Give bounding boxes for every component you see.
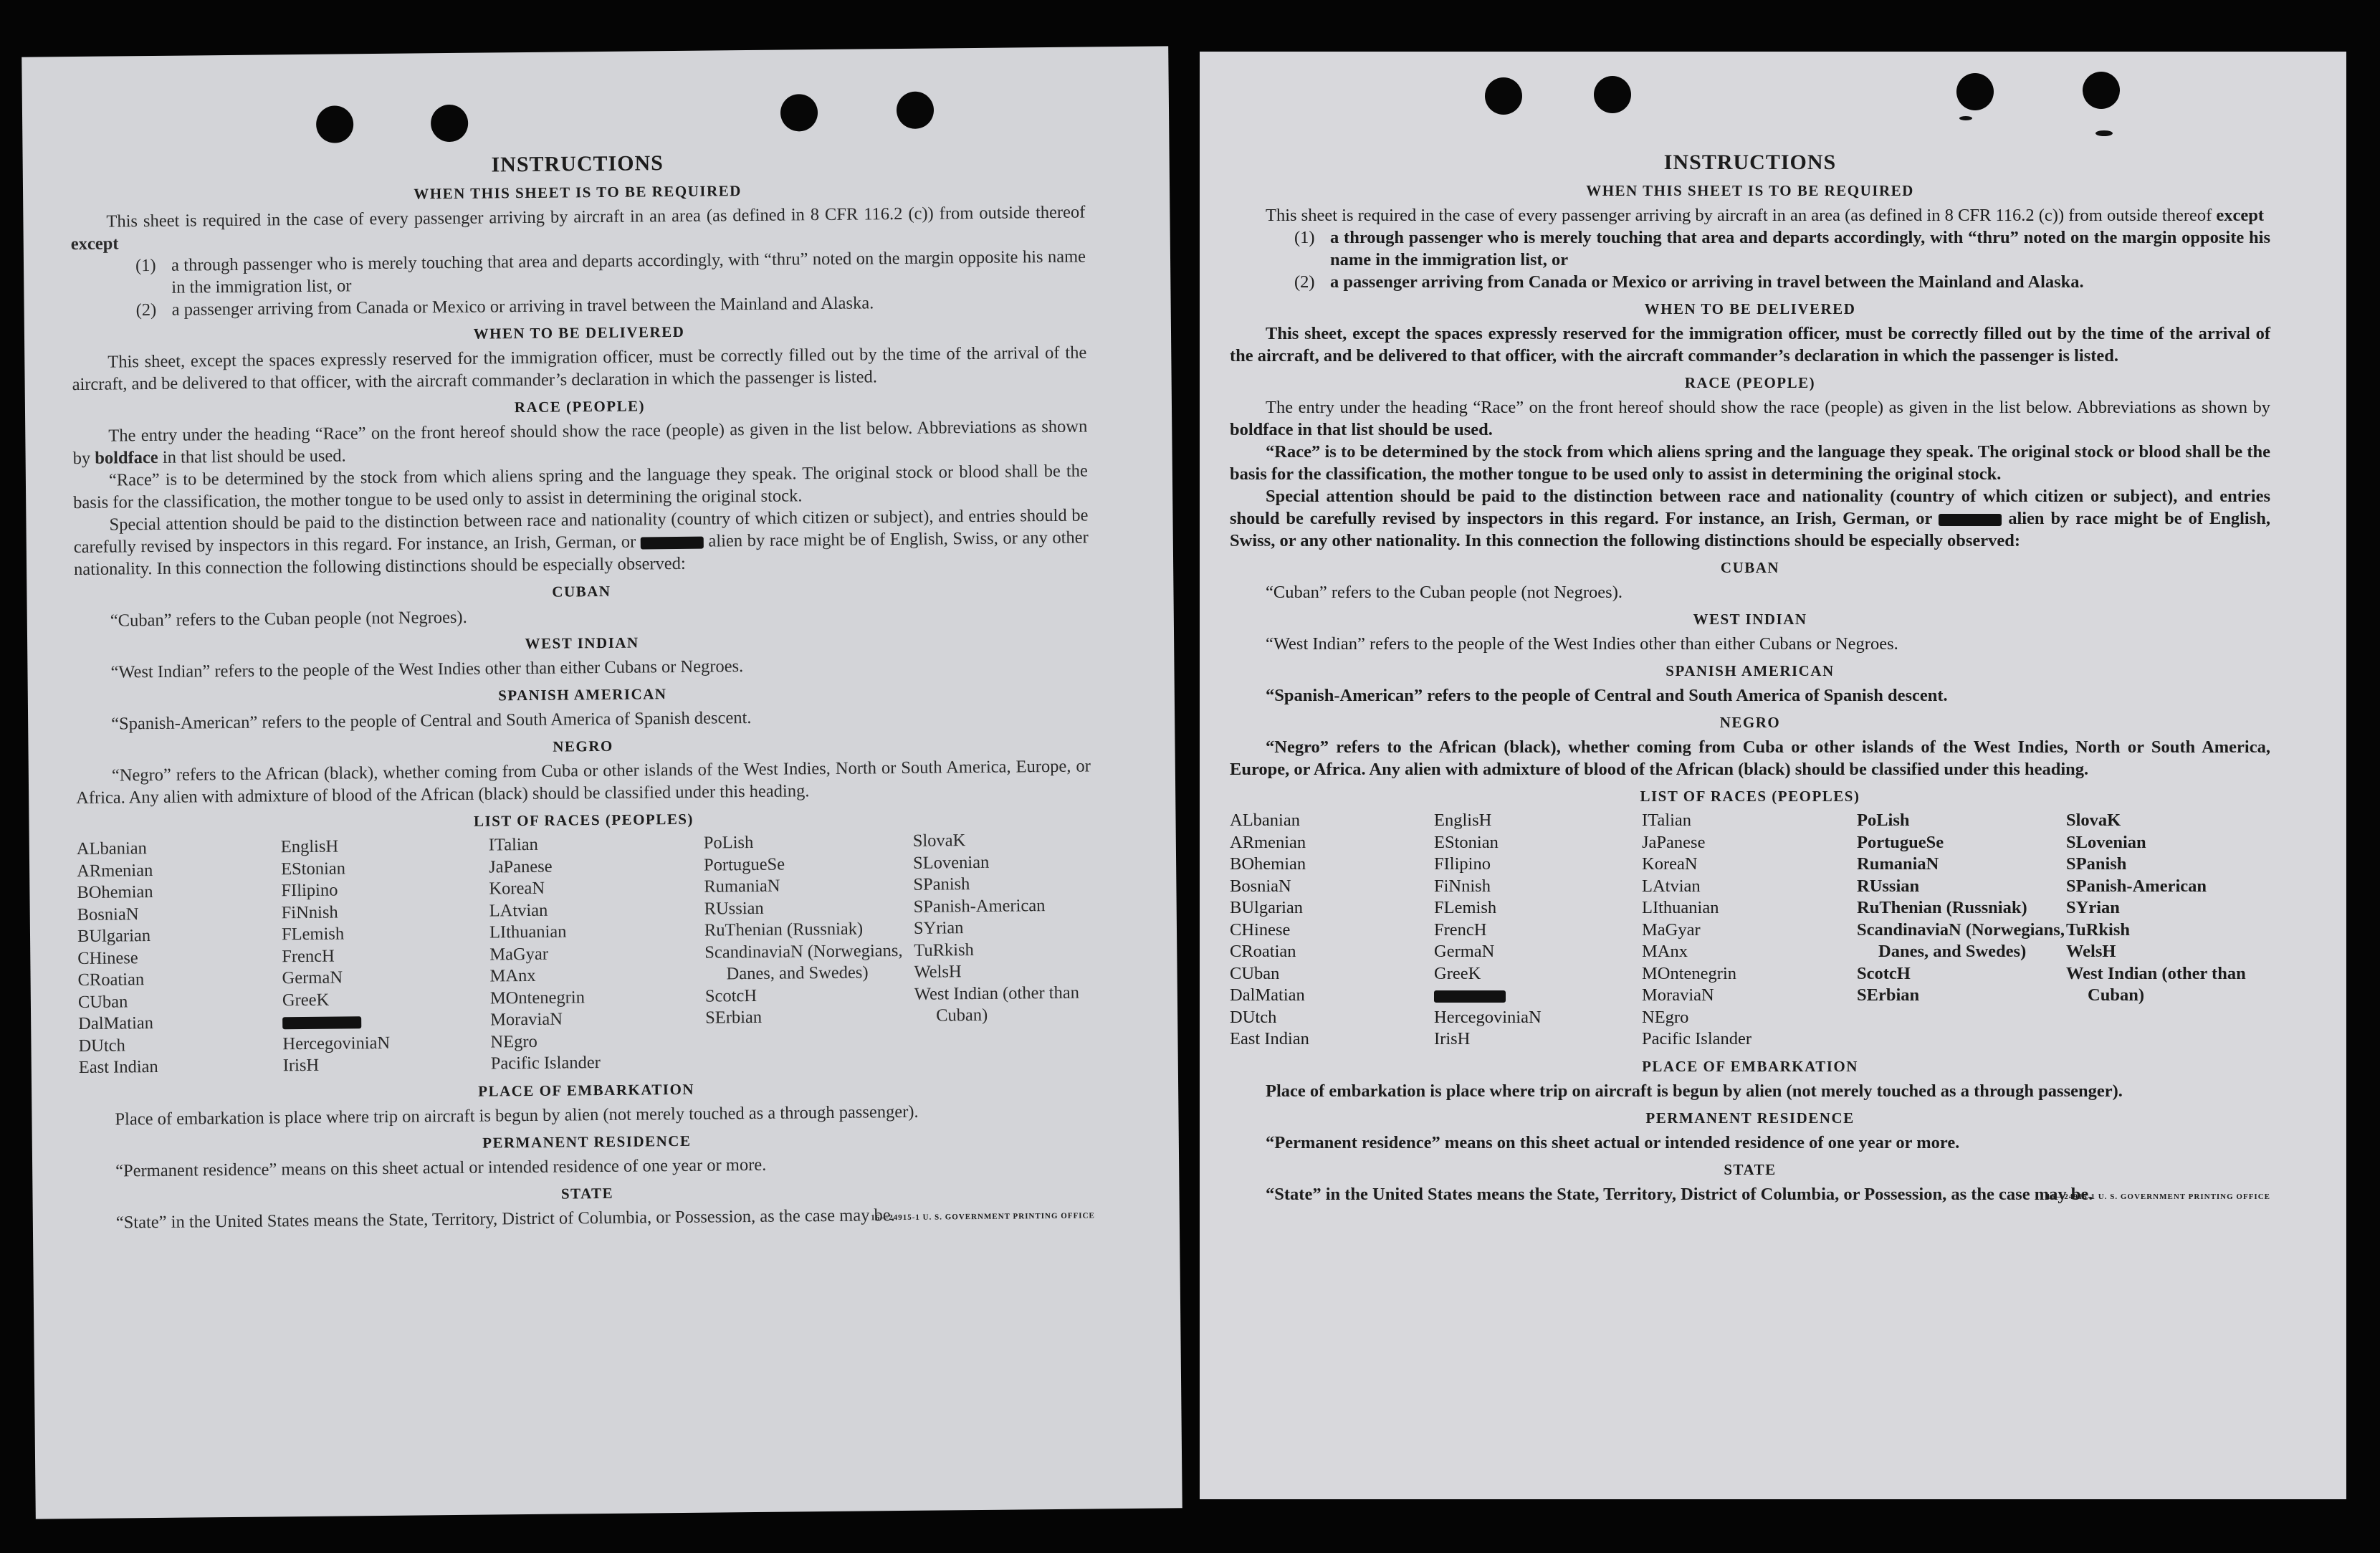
race-entry: PoLish [703, 832, 754, 853]
paragraph: “Negro” refers to the African (black), whether coming from Cuba or other islands of the West Indies, North or South America, Europe, or Africa. Any alien with admixture of blood of the African (black) should be classified under this heading. [1230, 737, 2270, 779]
paragraph: This sheet is required in the case of every passenger arriving by aircraft in an area (as defined in 8 CFR 116.2 (c)) from outside thereof except [1266, 206, 2265, 225]
race-entry: LAtvian [489, 900, 548, 921]
section-heading: CUBAN [552, 582, 611, 601]
race-entry: MoraviaN [490, 1009, 563, 1030]
paragraph: This sheet, except the spaces expressly reserved for the immigration officer, must be correctly filled out by the time of the arrival of the aircraft, and be delivered to that officer, with the aircraft commander’s declaration in which the passenger is listed. [72, 343, 1087, 395]
race-entry: NEgro [1642, 1007, 1689, 1027]
paragraph: “Negro” refers to the African (black), whether coming from Cuba or other islands of the West Indies, North or South America, Europe, or Africa. Any alien with admixture of blood of the African (black) should be classified under this heading. [76, 756, 1091, 808]
redaction-mark [641, 536, 704, 549]
race-list [1230, 810, 2270, 1051]
race-entry: RuThenian (Russniak) [704, 919, 864, 940]
section-heading: CUBAN [1720, 559, 1780, 576]
race-entry: ScotcH [704, 985, 758, 1006]
race-column [1230, 810, 1434, 1051]
section-heading: RACE (PEOPLE) [514, 397, 646, 416]
race-entry-redacted [1434, 985, 1642, 1007]
race-entry: BOhemian [1230, 854, 1306, 874]
race-entry: LAtvian [1642, 876, 1701, 896]
race-entry: RUssian [704, 898, 764, 919]
race-column [77, 836, 283, 1079]
race-entry: SPanish-American [913, 895, 1046, 917]
race-entry: BUlgarian [1230, 898, 1304, 917]
section-heading: PERMANENT RESIDENCE [1645, 1109, 1855, 1127]
race-entry: SLovenian [912, 852, 990, 873]
section-heading: RACE (PEOPLE) [1684, 374, 1816, 391]
section-heading: LIST OF RACES (PEOPLES) [473, 810, 694, 830]
race-entry: TuRkish [2066, 919, 2131, 940]
race-entry: RuThenian (Russniak) [1857, 898, 2027, 917]
race-entry: EStonian [1434, 832, 1499, 852]
race-entry: GreeK [282, 990, 330, 1010]
race-entry: EnglisH [1434, 811, 1492, 830]
race-entry: MoraviaN [1642, 985, 1714, 1005]
race-entry: EStonian [281, 858, 346, 879]
race-column [1642, 810, 1857, 1051]
race-entry: FiNnish [281, 902, 338, 922]
race-entry: RUssian [1857, 876, 1920, 896]
paragraph: “Spanish-American” refers to the people of Central and South America of Spanish descent. [111, 707, 752, 734]
page-title: INSTRUCTIONS [491, 151, 664, 177]
paragraph: Place of embarkation is place where trip on aircraft is begun by alien (not merely touched as a through passenger). [115, 1102, 919, 1129]
race-entry: BOhemian [77, 882, 153, 903]
race-entry: GreeK [1434, 963, 1481, 983]
race-entry: ScotcH [1857, 963, 1911, 983]
section-heading: STATE [1724, 1160, 1777, 1178]
section-heading: WHEN THIS SHEET IS TO BE REQUIRED [414, 182, 742, 203]
paragraph: The entry under the heading “Race” on the front hereof should show the race (people) as given in the list below. Abbreviations as shown by boldface in that list should be used. [1230, 398, 2270, 439]
redaction-mark [1434, 990, 1506, 1003]
page-title: INSTRUCTIONS [1663, 150, 1837, 174]
race-entry: MaGyar [1642, 919, 1701, 940]
race-entry-redacted [282, 1010, 490, 1033]
race-entry: FrencH [282, 946, 335, 966]
race-entry: JaPanese [1642, 832, 1706, 852]
race-entry: DalMatian [1230, 985, 1305, 1005]
right-document-page [1200, 52, 2346, 1499]
race-list [77, 828, 1094, 1079]
race-entry: FIlipino [1434, 854, 1491, 874]
race-entry: ARmenian [77, 860, 153, 881]
print-footer: 16—24915-1 U. S. GOVERNMENT PRINTING OFFICE [871, 1210, 1095, 1222]
race-entry: SPanish [913, 874, 970, 894]
race-entry: NEgro [490, 1031, 537, 1052]
race-entry: FrencH [1434, 919, 1487, 940]
paragraph: “State” in the United States means the State, Territory, District of Columbia, or Possession, as the case may be. [1266, 1184, 2093, 1204]
race-entry: CHinese [77, 947, 138, 968]
race-entry: BosniaN [1230, 876, 1291, 896]
race-column [1434, 810, 1642, 1051]
race-entry: WelsH [914, 962, 962, 982]
paragraph: “Spanish-American” refers to the people of Central and South America of Spanish descent. [1266, 686, 1948, 705]
race-entry: FLemish [1434, 898, 1497, 917]
race-entry: RumaniaN [704, 876, 780, 897]
right-page-content [1200, 52, 2346, 1499]
race-entry: SLovenian [2066, 832, 2146, 852]
left-page-content [21, 46, 1182, 1519]
section-heading: WEST INDIAN [1693, 611, 1807, 628]
race-entry: ScandinaviaN (Norwegians, Danes, and Swedes) [1857, 919, 2065, 961]
paragraph: Special attention should be paid to the distinction between race and nationality (country of which citizen or subject), and entries should be carefully revised by inspectors in this regard. For instance, an Irish, German, or alien by race might be of English, Swiss, or any other nationality. In this connection the following distinctions should be especially observed: [73, 505, 1089, 580]
race-entry: CHinese [1230, 919, 1291, 940]
race-entry: ITalian [488, 834, 538, 855]
race-entry: SErbian [1857, 985, 1920, 1005]
race-entry: SlovaK [2066, 811, 2121, 830]
section-heading: NEGRO [1719, 714, 1781, 731]
race-entry: MAnx [1642, 942, 1688, 961]
race-entry: FLemish [281, 924, 345, 945]
race-entry: KoreaN [489, 878, 545, 899]
paragraph: “Race” is to be determined by the stock from which aliens spring and the language they speak. The original stock or blood shall be the basis for the classification, the mother tongue to be used only to assist in determining the original stock. [1230, 442, 2270, 484]
race-column [489, 833, 706, 1075]
race-entry: CUban [77, 991, 128, 1012]
list-item: (1) a through passenger who is merely touching that area and departs accordingly, with “thru” noted on the margin opposite his name in the immigration list, or [1294, 228, 2270, 269]
race-entry: SYrian [2066, 898, 2120, 917]
race-entry: BosniaN [77, 904, 139, 924]
paragraph: “Cuban” refers to the Cuban people (not Negroes). [110, 607, 467, 631]
race-column [1857, 810, 2066, 1051]
race-column [913, 828, 1101, 1071]
paragraph: “Cuban” refers to the Cuban people (not Negroes). [1266, 583, 1622, 602]
race-column [2066, 810, 2252, 1051]
paragraph: Place of embarkation is place where trip on aircraft is begun by alien (not merely touched as a through passenger). [1266, 1081, 2123, 1101]
paragraph: This sheet is required in the case of every passenger arriving by aircraft in an area (as defined in 8 CFR 116.2 (c)) from outside thereof except [70, 202, 1086, 254]
paragraph: Special attention should be paid to the distinction between race and nationality (country of which citizen or subject), and entries should be carefully revised by inspectors in this regard. For instance, an Irish, German, or alien by race might be of English, Swiss, or any other nationality. In this connection the following distinctions should be especially observed: [1230, 487, 2270, 550]
list-item: (2) a passenger arriving from Canada or Mexico or arriving in travel between the Mainland and Alaska. [135, 293, 874, 320]
section-heading: LIST OF RACES (PEOPLES) [1640, 788, 1860, 805]
section-heading: WEST INDIAN [525, 634, 639, 653]
paragraph: “State” in the United States means the State, Territory, District of Columbia, or Possession, as the case may be. [115, 1205, 895, 1233]
race-entry: LIthuanian [489, 922, 567, 942]
race-entry: MOntenegrin [1642, 963, 1736, 983]
race-entry: IrisH [1434, 1029, 1471, 1048]
race-entry: HercegoviniaN [1434, 1007, 1542, 1027]
race-entry: ARmenian [1230, 832, 1306, 852]
paragraph: This sheet, except the spaces expressly reserved for the immigration officer, must be correctly filled out by the time of the arrival of the aircraft, and be delivered to that officer, with the aircraft commander’s declaration in which the passenger is listed. [1230, 324, 2270, 365]
race-entry: DUtch [78, 1035, 125, 1056]
section-heading: SPANISH AMERICAN [498, 685, 667, 704]
race-column [281, 835, 491, 1077]
race-entry: PortugueSe [703, 854, 785, 875]
race-entry: CRoatian [77, 970, 145, 990]
paragraph: The entry under the heading “Race” on the front hereof should show the race (people) as given in the list below. Abbreviations as shown by boldface in that list should be used. [72, 416, 1088, 469]
race-entry: East Indian [1230, 1029, 1309, 1048]
race-entry: CRoatian [1230, 942, 1296, 961]
section-heading: WHEN TO BE DELIVERED [473, 322, 685, 343]
race-entry: WelsH [2066, 942, 2116, 961]
paragraph: “Permanent residence” means on this sheet actual or intended residence of one year or more. [1266, 1132, 1960, 1152]
section-heading: NEGRO [553, 737, 613, 755]
paragraph: “Permanent residence” means on this sheet actual or intended residence of one year or more. [115, 1155, 767, 1181]
print-footer: 16—24915-1 U. S. GOVERNMENT PRINTING OFFICE [2046, 1192, 2270, 1201]
race-entry: Pacific Islander [490, 1053, 601, 1074]
section-heading: WHEN TO BE DELIVERED [1644, 300, 1856, 317]
paragraph: “West Indian” refers to the people of the West Indies other than either Cubans or Negroes. [1266, 634, 1898, 654]
race-entry: EnglisH [280, 836, 339, 857]
race-entry: MaGyar [489, 944, 549, 965]
race-entry: IrisH [282, 1055, 320, 1076]
race-entry: DUtch [1230, 1007, 1277, 1027]
race-entry: MAnx [489, 965, 536, 986]
section-heading: PLACE OF EMBARKATION [478, 1080, 695, 1100]
race-entry: ITalian [1642, 811, 1692, 830]
race-entry: Pacific Islander [1642, 1029, 1752, 1048]
race-entry: MOntenegrin [489, 987, 586, 1008]
race-entry: TuRkish [914, 940, 974, 960]
race-entry: ALbanian [76, 838, 147, 859]
section-heading: WHEN THIS SHEET IS TO BE REQUIRED [1586, 182, 1914, 199]
section-heading: STATE [560, 1184, 614, 1203]
race-entry: HercegoviniaN [282, 1033, 391, 1053]
race-entry: FiNnish [1434, 876, 1491, 896]
race-entry: SlovaK [912, 831, 966, 851]
race-entry: SYrian [913, 918, 964, 938]
race-entry: BUlgarian [77, 926, 151, 947]
paragraph: “Race” is to be determined by the stock from which aliens spring and the language they speak. The original stock or blood shall be the basis for the classification, the mother tongue to be used only to assist in determining the original stock. [73, 461, 1088, 513]
list-item: (2) a passenger arriving from Canada or Mexico or arriving in travel between the Mainland and Alaska. [1294, 272, 2084, 292]
race-entry: ScandinaviaN (Norwegians, Danes, and Swedes) [704, 940, 903, 984]
race-entry: CUban [1230, 963, 1280, 983]
race-entry: GermaN [282, 967, 343, 988]
race-entry: West Indian (other than Cuban) [914, 983, 1080, 1026]
race-column [704, 831, 915, 1073]
paragraph: “West Indian” refers to the people of the West Indies other than either Cubans or Negroes. [110, 656, 744, 682]
race-entry: SPanish [2066, 854, 2127, 874]
section-heading: SPANISH AMERICAN [1665, 662, 1835, 679]
race-entry: SPanish-American [2066, 876, 2207, 896]
race-entry: FIlipino [281, 880, 338, 901]
redaction-mark [1939, 514, 2002, 526]
race-entry: PortugueSe [1857, 832, 1944, 852]
left-document-page [21, 46, 1182, 1519]
race-entry: PoLish [1857, 811, 1910, 830]
race-entry: East Indian [78, 1056, 158, 1078]
race-entry: ALbanian [1230, 811, 1300, 830]
race-entry: KoreaN [1642, 854, 1698, 874]
race-entry: West Indian (other than Cuban) [2066, 963, 2246, 1005]
redaction-mark [282, 1016, 361, 1029]
race-entry: JaPanese [488, 856, 553, 877]
section-heading: PLACE OF EMBARKATION [1642, 1057, 1858, 1075]
race-entry: GermaN [1434, 942, 1495, 961]
race-entry: RumaniaN [1857, 854, 1939, 874]
section-heading: PERMANENT RESIDENCE [482, 1132, 692, 1152]
race-entry: LIthuanian [1642, 898, 1719, 917]
list-item: (1) a through passenger who is merely touching that area and departs accordingly, with “thru” noted on the margin opposite his name in the immigration list, or [135, 247, 1086, 297]
race-entry: DalMatian [78, 1013, 154, 1034]
race-entry: SErbian [705, 1007, 763, 1028]
